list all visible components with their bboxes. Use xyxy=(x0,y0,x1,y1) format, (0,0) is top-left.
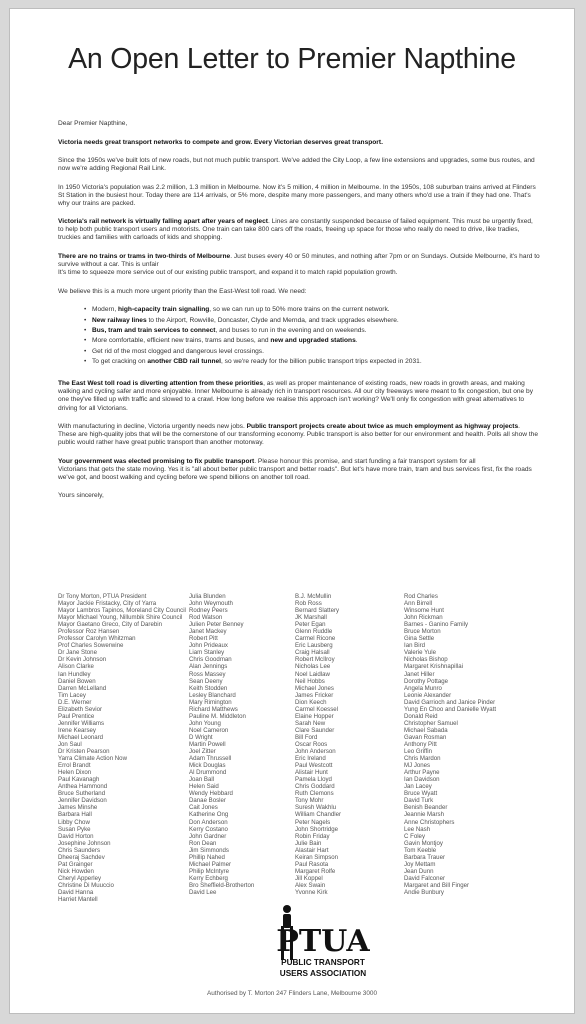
signatory-name: Barbara Hall xyxy=(58,811,92,819)
signatory-name: Yarra Climate Action Now xyxy=(58,755,127,763)
signatory-name: Chris Mardon xyxy=(404,755,441,763)
list-item: • More comfortable, efficient new trains, trams and buses, and new and upgraded stations. xyxy=(84,337,540,345)
signatory-name: Eric Ireland xyxy=(295,755,326,763)
signatory-name: Dion Keech xyxy=(295,698,327,706)
signatory-name: Prof Charles Sowerwine xyxy=(58,642,124,650)
signatory-name: Alastair Hart xyxy=(295,846,329,854)
signatory-name: Adam Thrussell xyxy=(189,755,232,763)
signatory-name: Martin Powell xyxy=(189,740,226,748)
signatory-name: Noel Cameron xyxy=(189,726,229,734)
promise-paragraph: Your government was elected promising to fix public transport. Please honour this promise, and start funding a fair transport system for all Victorians that gets the state moving. Yes it is "all about better public transport and better roads". But let's have more train, tram and bus services first, fix the roads we've got, and boost walking and cycling before we spend billions on another toll road. xyxy=(58,457,532,481)
signatory-name: Bro Sheffield-Brotherton xyxy=(189,881,255,889)
signatory-name: Elizabeth Sevior xyxy=(58,705,103,713)
signatory-name: Dr Kristen Pearson xyxy=(58,748,110,756)
signatory-name: David Falconer xyxy=(404,874,445,882)
signatory-name: Jim Simmonds xyxy=(189,846,229,854)
priority-paragraph: We believe this is a much more urgent priority than the East-West toll road. We need: xyxy=(58,287,307,295)
coverage-paragraph: There are no trains or trams in two-thirds of Melbourne. Just buses every 40 or 50 minutes, and nothing after 7pm or on Sundays. Outside Melbourne, it's hard to survive without a car. This is unfair It's time to squeeze more service out of our existing public transport, and expand it to match rapid population growth. xyxy=(58,252,540,277)
signatory-name: Errol Brandt xyxy=(58,762,91,770)
signatory-name: Keiran Simpson xyxy=(295,853,339,861)
signatory-name: Sarah New xyxy=(295,719,326,727)
signatory-name: Dr Jane Stone xyxy=(58,649,97,657)
list-item: • To get cracking on another CBD rail tunnel, so we're ready for the billion public transport trips expected in 2031. xyxy=(84,358,540,366)
signatory-name: Phillip Nahed xyxy=(189,853,225,861)
signatory-name: C Foley xyxy=(404,832,425,840)
signatory-name: Gavin Montjoy xyxy=(404,839,443,847)
signatory-name: James Minshe xyxy=(58,804,98,812)
signatory-name: Margaret Krishnapillai xyxy=(404,663,463,671)
signatory-name: Ian Davidson xyxy=(404,776,440,784)
signatory-name: Gavan Rosman xyxy=(404,733,447,741)
signatory-name: Kerry Echberg xyxy=(189,874,228,882)
signatory-name: B.J. McMullin xyxy=(295,593,332,600)
signatory-name: Craig Halsall xyxy=(295,649,330,657)
signatory-name: John Prideaux xyxy=(189,642,228,650)
salutation: Dear Premier Napthine, xyxy=(58,120,128,127)
signatory-name: D.E. Werner xyxy=(58,698,92,706)
signatory-name: Michael Leonard xyxy=(58,733,104,741)
signatory-name: Angela Munro xyxy=(404,684,442,692)
signatory-name: Jennifer Williams xyxy=(58,719,105,727)
signatory-name: David Horton xyxy=(58,832,94,840)
signatory-name: Tom Keeble xyxy=(404,846,437,854)
signatory-name: Glenn Ruddle xyxy=(295,628,333,636)
signatory-name: Nicholas Bishop xyxy=(404,656,448,664)
signatory-name: Alison Clarke xyxy=(58,663,94,671)
signatory-column-3 xyxy=(295,593,341,896)
signatory-name: Michael Jones xyxy=(295,684,334,692)
signatory-name: Mayor Gaetano Greco, City of Darebin xyxy=(58,621,162,629)
signatory-name: Paul Prentice xyxy=(58,712,95,720)
signatory-name: Mayor Jackie Fristacky, City of Yarra xyxy=(58,600,157,608)
signatory-name: Dr Kevin Johnson xyxy=(58,656,107,664)
signatory-name: Benish Beander xyxy=(404,804,448,812)
signatory-name: Darren McLelland xyxy=(58,684,107,692)
signatory-name: David Turk xyxy=(404,797,434,805)
signatory-name: Leonie Alexander xyxy=(404,691,452,699)
signatory-name: Philip McIntyre xyxy=(189,867,229,875)
signatory-name: D Wright xyxy=(189,733,213,741)
signatory-name: David Lee xyxy=(189,888,217,896)
signatory-name: Kerry Costano xyxy=(189,825,228,833)
signatory-name: Elaine Hopper xyxy=(295,712,334,720)
logo-line-2: USERS ASSOCIATION xyxy=(279,969,367,978)
signatory-name: Cait Jones xyxy=(189,804,218,812)
signatory-name: Rod Charles xyxy=(404,593,438,600)
signatory-name: Joan Ball xyxy=(189,776,215,784)
signatory-name: David Hanna xyxy=(58,888,94,896)
signatory-name: Alan Jennings xyxy=(189,663,228,671)
closing: Yours sincerely, xyxy=(58,492,104,500)
signatory-name: Valerie Yule xyxy=(404,649,436,657)
signatory-name: Richard Matthews xyxy=(189,705,238,713)
signatory-name: Andie Bunbury xyxy=(404,888,444,896)
jobs-paragraph: With manufacturing in decline, Victoria urgently needs new jobs. Public transport projects create about twice as much employment as highway projects. These are high-quality jobs that will be the cornerstone of our transforming economy. Public transport is also better for our environment and health. Polls all show the public would rather have great public transport than another motorway. xyxy=(58,423,539,447)
signatory-name: Clare Saunder xyxy=(295,726,335,734)
signatory-name: Ron Dean xyxy=(189,839,217,847)
signatory-name: Irene Kearsey xyxy=(58,726,96,734)
signatory-name: Janet Hiller xyxy=(404,670,435,678)
signatory-name: John Rickman xyxy=(404,614,443,622)
signatory-name: Mayor Michael Young, Nillumbik Shire Council xyxy=(58,614,183,622)
signatory-name: Keith Stodden xyxy=(189,684,228,692)
signatory-name: Lee Nash xyxy=(404,825,431,833)
letter-page xyxy=(9,8,575,1014)
signatory-name: Bruce Wyatt xyxy=(404,790,438,798)
signatory-name: Daniel Bowen xyxy=(58,677,96,685)
signatory-name: Dorothy Pottage xyxy=(404,677,449,685)
signatory-name: Bernard Slattery xyxy=(295,607,340,615)
signatory-name: Joy Mettam xyxy=(404,860,436,868)
signatory-name: Pamela Lloyd xyxy=(295,776,332,784)
signatory-name: Ian Bird xyxy=(404,642,426,650)
signatory-name: Michael Palmer xyxy=(189,860,231,868)
signatory-name: Robert McIlroy xyxy=(295,656,335,664)
signatory-name: Bruce Sutherland xyxy=(58,790,106,798)
signatory-name: Al Drummond xyxy=(189,769,227,777)
signatory-name: Robert Pitt xyxy=(189,635,218,643)
ptua-logo xyxy=(265,901,370,983)
signatory-name: Mayor Lambros Tapinos, Moreland City Council xyxy=(58,607,186,615)
signatory-name: Ann Birrell xyxy=(404,600,433,608)
signatory-name: Winsome Hunt xyxy=(404,607,444,615)
signatory-name: Jan Lacey xyxy=(404,783,432,791)
signatory-name: Alistair Hunt xyxy=(295,769,328,777)
signatory-name: Chris Goddard xyxy=(295,783,335,791)
signatory-name: Neil Hobbs xyxy=(295,677,325,685)
signatory-name: Cheryl Apperley xyxy=(58,874,102,882)
signatory-name: Helen Dixon xyxy=(58,769,92,777)
signatory-name: Sean Deeny xyxy=(189,677,223,685)
signatory-name: Julien Peter Benney xyxy=(189,621,244,629)
signatory-name: Susan Pyke xyxy=(58,825,91,833)
signatory-name: Mick Douglas xyxy=(189,762,226,770)
signatory-name: Rod Watson xyxy=(189,614,223,622)
signatory-name: Yvonne Kirk xyxy=(295,888,328,896)
signatory-name: Tim Lacey xyxy=(58,691,86,699)
signatory-name: Gina Settle xyxy=(404,635,435,643)
signatory-name: Jill Koppel xyxy=(295,874,323,882)
signatory-name: Peter Egan xyxy=(295,621,326,629)
history-paragraph: Since the 1950s we've built lots of new roads, but not much public transport. We've added the City Loop, a few line extensions and upgrades, some bus routes, and now we're adding Regional Rail Link. xyxy=(58,157,535,173)
signatory-name: Paul Westcott xyxy=(295,762,333,770)
signatory-name: John Gardner xyxy=(189,832,227,840)
signatory-name: Chris Goodman xyxy=(189,656,232,664)
signatory-name: Helen Said xyxy=(189,783,219,791)
east-west-paragraph: The East West toll road is diverting attention from these priorities, as well as proper maintenance of existing roads, new roads in growth areas, and making walking and cycling safer and more enjoyable. Inner Melbourne is already rich in transport resources. All our city freeways were meant to fix congestion, but one by one they've filled up with traffic and slowed to a crawl. How long before we realise this approach isn't working? We'll only fix congestion with great alternatives to driving for all Victorians. xyxy=(58,380,533,412)
signatory-name: Christopher Samuel xyxy=(404,719,458,727)
signatory-name: Ian Hundley xyxy=(58,670,91,678)
signatory-name: Julie Bain xyxy=(295,839,322,847)
signatory-name: Harriet Mantell xyxy=(58,896,98,904)
signatory-name: Oscar Roos xyxy=(295,740,328,748)
list-item: • Get rid of the most clogged and dangerous level crossings. xyxy=(84,348,540,356)
signatory-name: Jean Dunn xyxy=(404,867,434,875)
signatory-name: Julia Blunden xyxy=(189,593,226,600)
signatory-column-2 xyxy=(189,593,254,896)
signatory-name: Margaret and Bill Finger xyxy=(404,881,470,889)
signatory-name: Robin Friday xyxy=(295,832,330,840)
signatory-name: Liam Stanley xyxy=(189,649,225,657)
signatory-name: Jennifer Davidson xyxy=(58,797,107,805)
signatory-name: Rob Ross xyxy=(295,600,322,608)
list-item: • New railway lines to the Airport, Rowville, Doncaster, Clyde and Mernda, and track upgrades elsewhere. xyxy=(84,317,540,325)
signatory-name: Barnes - Ganino Family xyxy=(404,621,469,629)
signatory-name: Nick Howden xyxy=(58,867,94,875)
signatory-name: Peter Nagels xyxy=(295,818,331,826)
signatory-name: Dr Tony Morton, PTUA President xyxy=(58,593,147,600)
logo-figure-head xyxy=(283,905,291,913)
signatory-name: John Shortridge xyxy=(295,825,339,833)
signatory-name: Wendy Hebbard xyxy=(189,790,233,798)
list-item: • Bus, tram and train services to connect, and buses to run in the evening and on weekends. xyxy=(84,327,540,335)
signatory-name: Janet Mackey xyxy=(189,628,227,636)
signatory-name: Lesley Blanchard xyxy=(189,691,236,699)
signatory-name: William Chandler xyxy=(295,811,342,819)
signatory-name: MJ Jones xyxy=(404,762,431,770)
authorisation-footer: Authorised by T. Morton 247 Flinders Lane, Melbourne 3000 xyxy=(206,990,378,997)
population-paragraph: In 1950 Victoria's population was 2.2 million, 1.3 million in Melbourne. Now it's 5 million, 4 million in Melbourne. In the 1950s, 108 suburban trains arrived at Flinders St Station in the busiest hour. Today there are 114 arrivals, or 5% more, despite many more passengers, and many others who'd use a train if they had one. That's why our trains are packed. xyxy=(58,183,536,207)
signatory-name: John Anderson xyxy=(295,748,336,756)
signatory-name: Professor Roz Hansen xyxy=(58,628,120,636)
signatory-name: Josephine Johnson xyxy=(58,839,111,847)
signatories xyxy=(58,593,538,904)
signatory-name: Don Anderson xyxy=(189,818,228,826)
signatory-name: Chris Saunders xyxy=(58,846,100,854)
signatory-name: Carmel Ricone xyxy=(295,635,336,643)
signatory-name: Katherine Ong xyxy=(189,811,229,819)
signatory-name: Donald Reid xyxy=(404,712,438,720)
signatory-name: Carmel Koessel xyxy=(295,705,339,713)
signatory-name: Danae Bosler xyxy=(189,797,226,805)
signatory-column-1 xyxy=(58,593,186,903)
signatory-name: Tony Mohr xyxy=(295,797,324,805)
signatory-name: Suresh Wakhlu xyxy=(295,804,337,812)
signatory-name: Margaret Rolfe xyxy=(295,867,336,875)
signatory-name: John Weymouth xyxy=(189,600,233,608)
letter-body xyxy=(58,120,540,511)
needs-list xyxy=(84,306,540,366)
signatory-name: Rodney Peers xyxy=(189,607,228,615)
signatory-name: Michael Sabada xyxy=(404,726,448,734)
signatory-name: Yung En Choo and Danielle Wyatt xyxy=(404,705,497,713)
signatory-name: Dheeraj Sachdev xyxy=(58,853,105,861)
signatory-name: Anne Christophers xyxy=(404,818,455,826)
signatory-name: Alex Swain xyxy=(295,881,326,889)
signatory-name: Christine Di Muuccio xyxy=(58,881,114,889)
signatory-name: Mary Rimington xyxy=(189,698,232,706)
signatory-name: Paul Rasota xyxy=(295,860,329,868)
signatory-name: Anthea Hammond xyxy=(58,783,108,791)
list-item: • Modern, high-capacity train signalling, so we can run up to 50% more trains on the current network. xyxy=(84,306,540,314)
logo-line-1: PUBLIC TRANSPORT xyxy=(281,958,365,967)
signatory-name: Joel Zitter xyxy=(189,748,216,756)
signatory-name: Eric Lausberg xyxy=(295,642,333,650)
signatory-name: Jon Saul xyxy=(58,740,82,748)
signatory-name: Arthur Payne xyxy=(404,769,440,777)
signatory-name: David Garrioch and Janice Pinder xyxy=(404,698,496,706)
signatory-name: Professor Carolyn Whitzman xyxy=(58,635,136,643)
signatory-name: Leo Griffin xyxy=(404,748,433,756)
signatory-name: JK Marshall xyxy=(295,614,327,622)
signatory-name: Barbara Trauer xyxy=(404,853,445,861)
page-title: An Open Letter to Premier Napthine xyxy=(68,43,516,75)
logo-mark: PTUA xyxy=(276,924,370,959)
signatory-name: Jeannie Marsh xyxy=(404,811,444,819)
intro-paragraph: Victoria needs great transport networks to compete and grow. Every Victorian deserves great transport. xyxy=(58,138,383,146)
signatory-name: James Fricker xyxy=(295,691,334,699)
signatory-name: Pat Grainger xyxy=(58,860,93,868)
signatory-name: Bruce Morton xyxy=(404,628,441,636)
rail-network-paragraph: Victoria's rail network is virtually falling apart after years of neglect. Lines are constantly suspended because of failed equipment. This must be urgently fixed, to help both public transport users and motorists. One train can take 800 cars off the roads, freeing up space for those who really do need to drive, like tradies, truckies and families with carloads of kids and shopping. xyxy=(58,218,533,242)
signatory-name: Bill Ford xyxy=(295,733,318,741)
signatory-name: Paul Kavanagh xyxy=(58,776,100,784)
signatory-column-4 xyxy=(404,593,496,896)
signatory-name: Ruth Clemons xyxy=(295,790,334,798)
signatory-name: Pauline M. Middleton xyxy=(189,712,246,720)
signatory-name: Ross Massey xyxy=(189,670,226,678)
signatory-name: John Young xyxy=(189,719,221,727)
signatory-name: Anthony Pitt xyxy=(404,740,437,748)
signatory-name: Noel Laidlaw xyxy=(295,670,330,678)
signatory-name: Libby Chow xyxy=(58,818,90,826)
signatory-name: Nicholas Lee xyxy=(295,663,331,671)
